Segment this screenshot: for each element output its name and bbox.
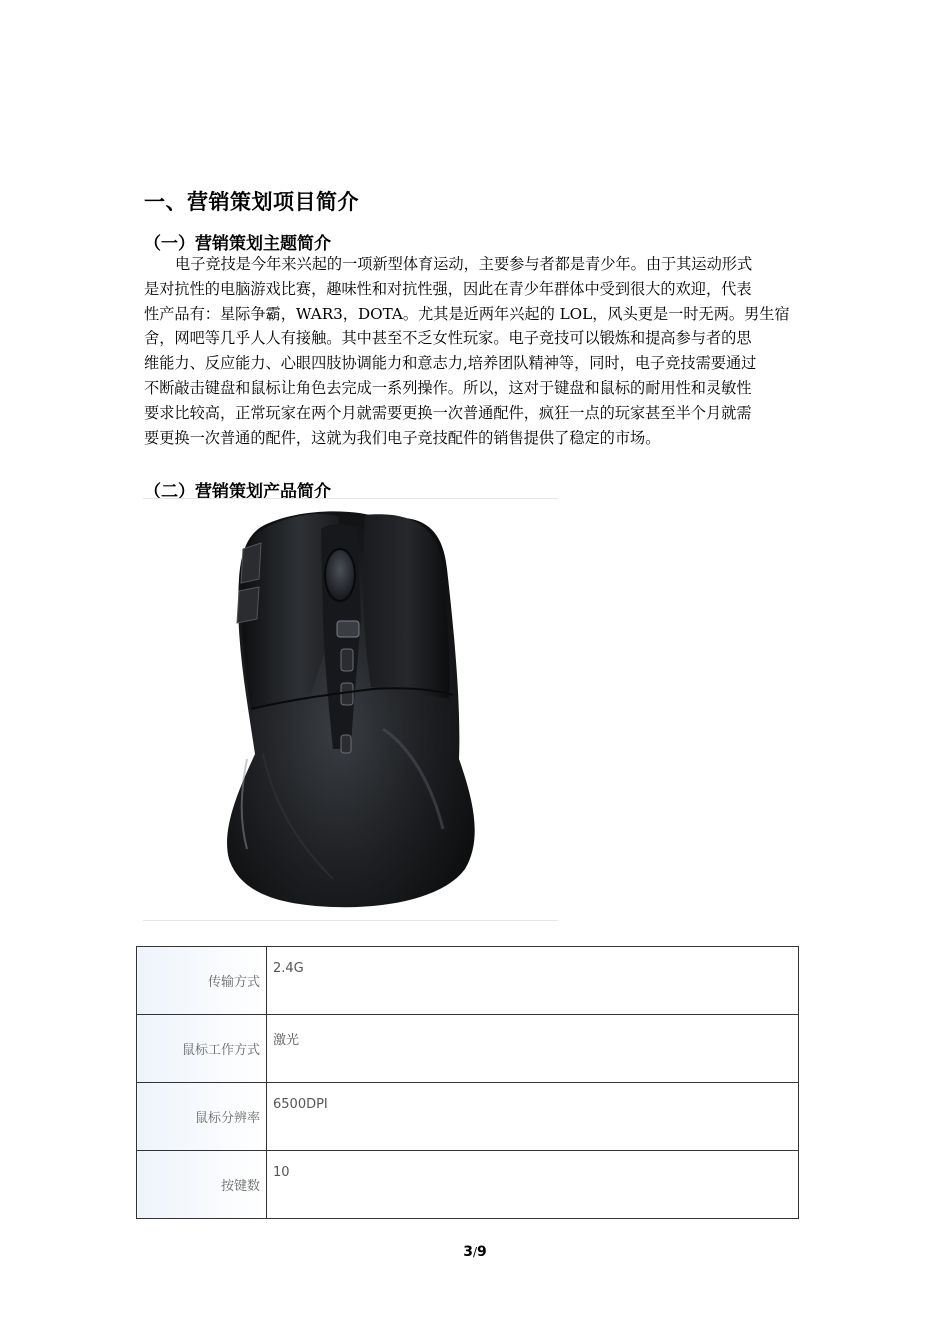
- page-total: 9: [477, 1244, 487, 1260]
- heading-marketing-overview: 一、营销策划项目简介: [144, 190, 359, 214]
- gaming-mouse-image: [143, 499, 558, 920]
- paragraph-line: 要更换一次普通的配件，这就为我们电子竞技配件的销售提供了稳定的市场。: [144, 428, 661, 447]
- page-separator: /: [472, 1245, 478, 1259]
- paragraph-line: 电子竞技是今年来兴起的一项新型体育运动，主要参与者都是青少年。由于其运动形式: [175, 255, 753, 273]
- table-row: [137, 1083, 799, 1151]
- spec-label: 按键数: [137, 1151, 267, 1219]
- spec-label: 鼠标工作方式: [137, 1015, 267, 1083]
- paragraph-line: 舍，网吧等几乎人人有接触。其中甚至不乏女性玩家。电子竞技可以锻炼和提高参与者的思: [144, 329, 752, 348]
- paragraph-line: 要求比较高，正常玩家在两个月就需要更换一次普通配件，疯狂一点的玩家甚至半个月就需: [144, 403, 752, 422]
- spec-value: 2.4G: [267, 947, 799, 1015]
- table-row: [137, 947, 799, 1015]
- spec-value: 6500DPI: [267, 1083, 799, 1151]
- page-current: 3: [463, 1244, 473, 1260]
- spec-label: 传输方式: [137, 947, 267, 1015]
- section-theme-title: （一）营销策划主题简介: [144, 234, 331, 254]
- paragraph-line: 不断敲击键盘和鼠标让角色去完成一系列操作。所以，这对于键盘和鼠标的耐用性和灵敏性: [144, 378, 752, 397]
- theme-paragraph: [144, 252, 808, 450]
- page-number: [0, 1244, 950, 1260]
- paragraph-line: 是对抗性的电脑游戏比赛，趣味性和对抗性强，因此在青少年群体中受到很大的欢迎，代表: [144, 279, 752, 298]
- product-image-frame: [143, 498, 558, 921]
- spec-value: 激光: [267, 1015, 799, 1083]
- product-spec-table: [136, 946, 799, 1219]
- paragraph-line: 性产品有：星际争霸，WAR3，DOTA。尤其是近两年兴起的 LOL，风头更是一时无两。男生宿: [144, 304, 790, 323]
- spec-value: 10: [267, 1151, 799, 1219]
- table-row: [137, 1151, 799, 1219]
- paragraph-line: 维能力、反应能力、心眼四肢协调能力和意志力,培养团队精神等，同时，电子竞技需要通过: [144, 354, 757, 373]
- section-product-title: （二）营销策划产品简介: [144, 482, 331, 502]
- spec-label: 鼠标分辨率: [137, 1083, 267, 1151]
- table-row: [137, 1015, 799, 1083]
